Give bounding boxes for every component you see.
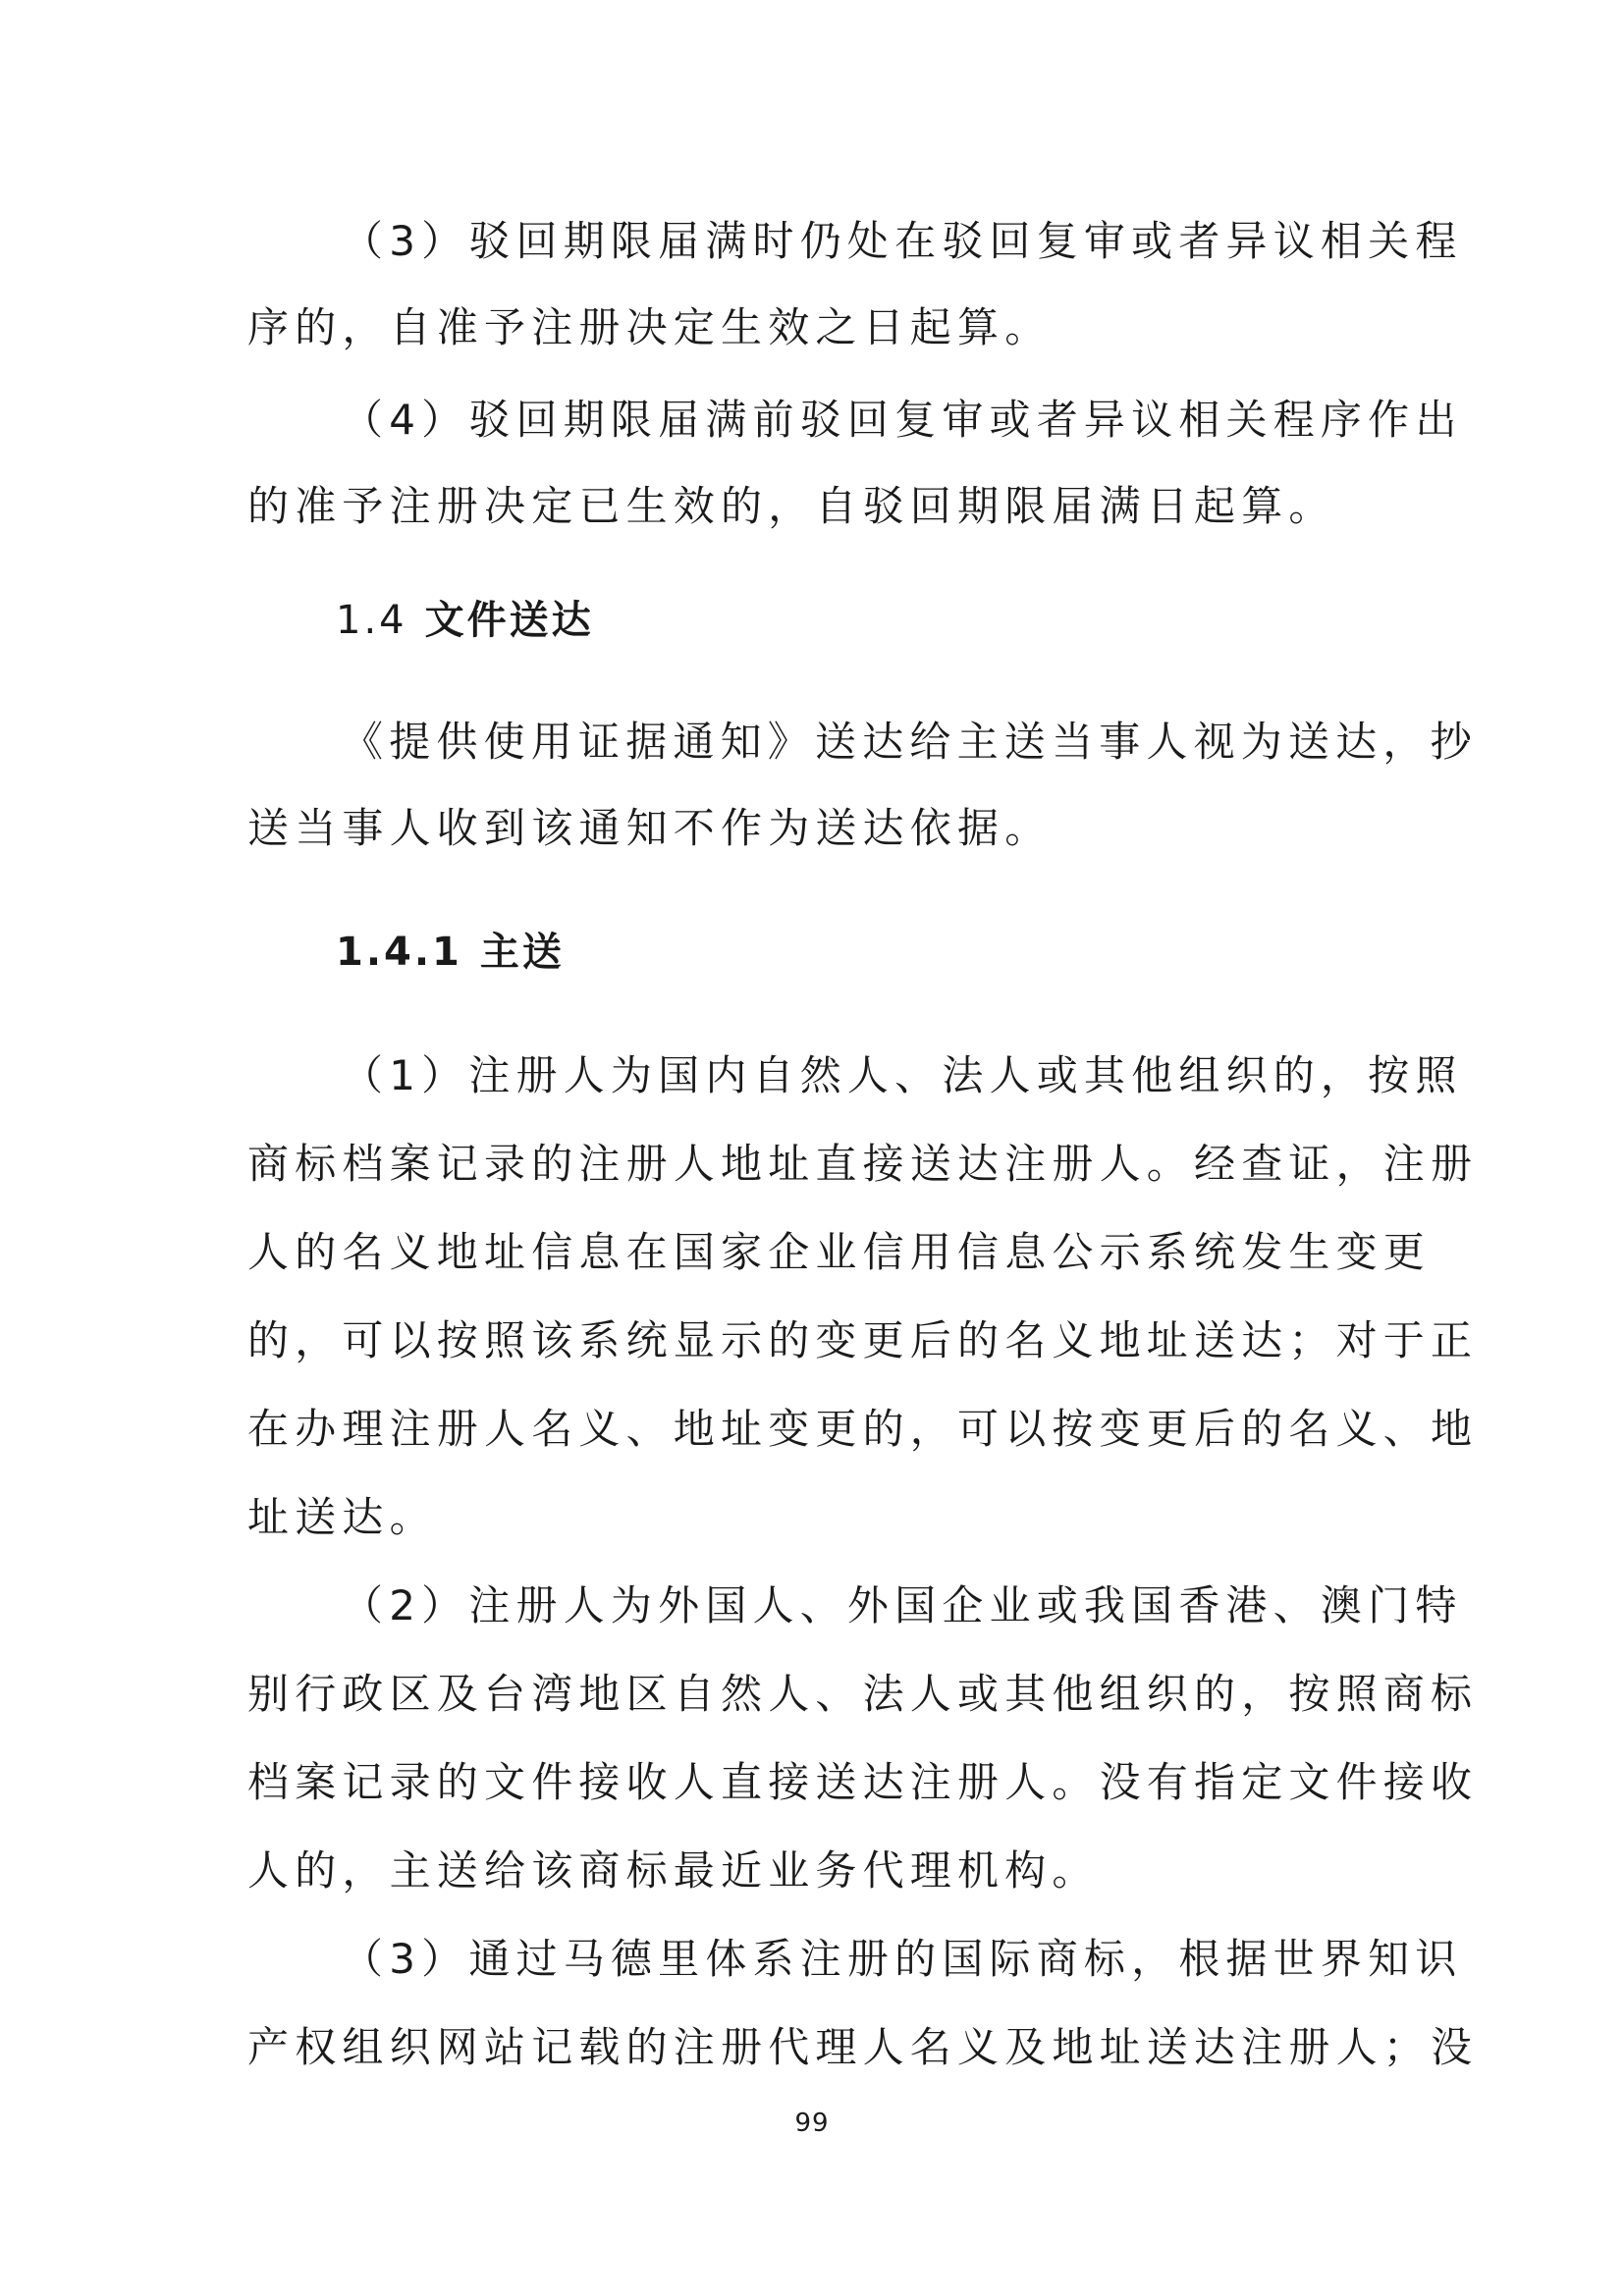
page-number: 99 <box>794 2109 830 2138</box>
paragraph-line: （4）驳回期限届满前驳回复审或者异议相关程序作出 <box>342 396 1463 444</box>
paragraph-line: 商标档案记录的注册人地址直接送达注册人。经查证，注册 <box>247 1140 1479 1188</box>
paragraph-line: 址送达。 <box>247 1493 437 1541</box>
section-heading-1-4 <box>336 593 594 648</box>
paragraph-line: 档案记录的文件接收人直接送达注册人。没有指定文件接收 <box>247 1758 1479 1806</box>
paragraph-line: 序的，自准予注册决定生效之日起算。 <box>247 303 1053 351</box>
paragraph-line: 送当事人收到该通知不作为送达依据。 <box>247 804 1053 852</box>
paragraph-line: （3）驳回期限届满时仍处在驳回复审或者异议相关程 <box>342 217 1463 265</box>
section-title: 文件送达 <box>424 598 594 643</box>
paragraph-line: 的准予注册决定已生效的，自驳回期限届满日起算。 <box>247 482 1336 530</box>
paragraph-line: 在办理注册人名义、地址变更的，可以按变更后的名义、地 <box>247 1405 1479 1453</box>
paragraph-line: （3）通过马德里体系注册的国际商标，根据世界知识 <box>342 1935 1463 1983</box>
section-number: 1.4.1 <box>336 930 462 975</box>
paragraph-line: 人的，主送给该商标最近业务代理机构。 <box>247 1846 1100 1895</box>
paragraph-line: 人的名义地址信息在国家企业信用信息公示系统发生变更 <box>247 1228 1432 1276</box>
paragraph-line: 的，可以按照该系统显示的变更后的名义地址送达；对于正 <box>247 1316 1479 1364</box>
section-title: 主送 <box>479 930 565 975</box>
section-number: 1.4 <box>336 598 407 643</box>
paragraph-line: （1）注册人为国内自然人、法人或其他组织的，按照 <box>342 1051 1463 1099</box>
paragraph-line: 《提供使用证据通知》送达给主送当事人视为送达，抄 <box>342 718 1478 766</box>
paragraph-line: （2）注册人为外国人、外国企业或我国香港、澳门特 <box>342 1581 1463 1629</box>
paragraph-line: 产权组织网站记载的注册代理人名义及地址送达注册人；没 <box>247 2023 1479 2071</box>
paragraph-line: 别行政区及台湾地区自然人、法人或其他组织的，按照商标 <box>247 1670 1479 1718</box>
section-heading-1-4-1 <box>336 925 565 980</box>
